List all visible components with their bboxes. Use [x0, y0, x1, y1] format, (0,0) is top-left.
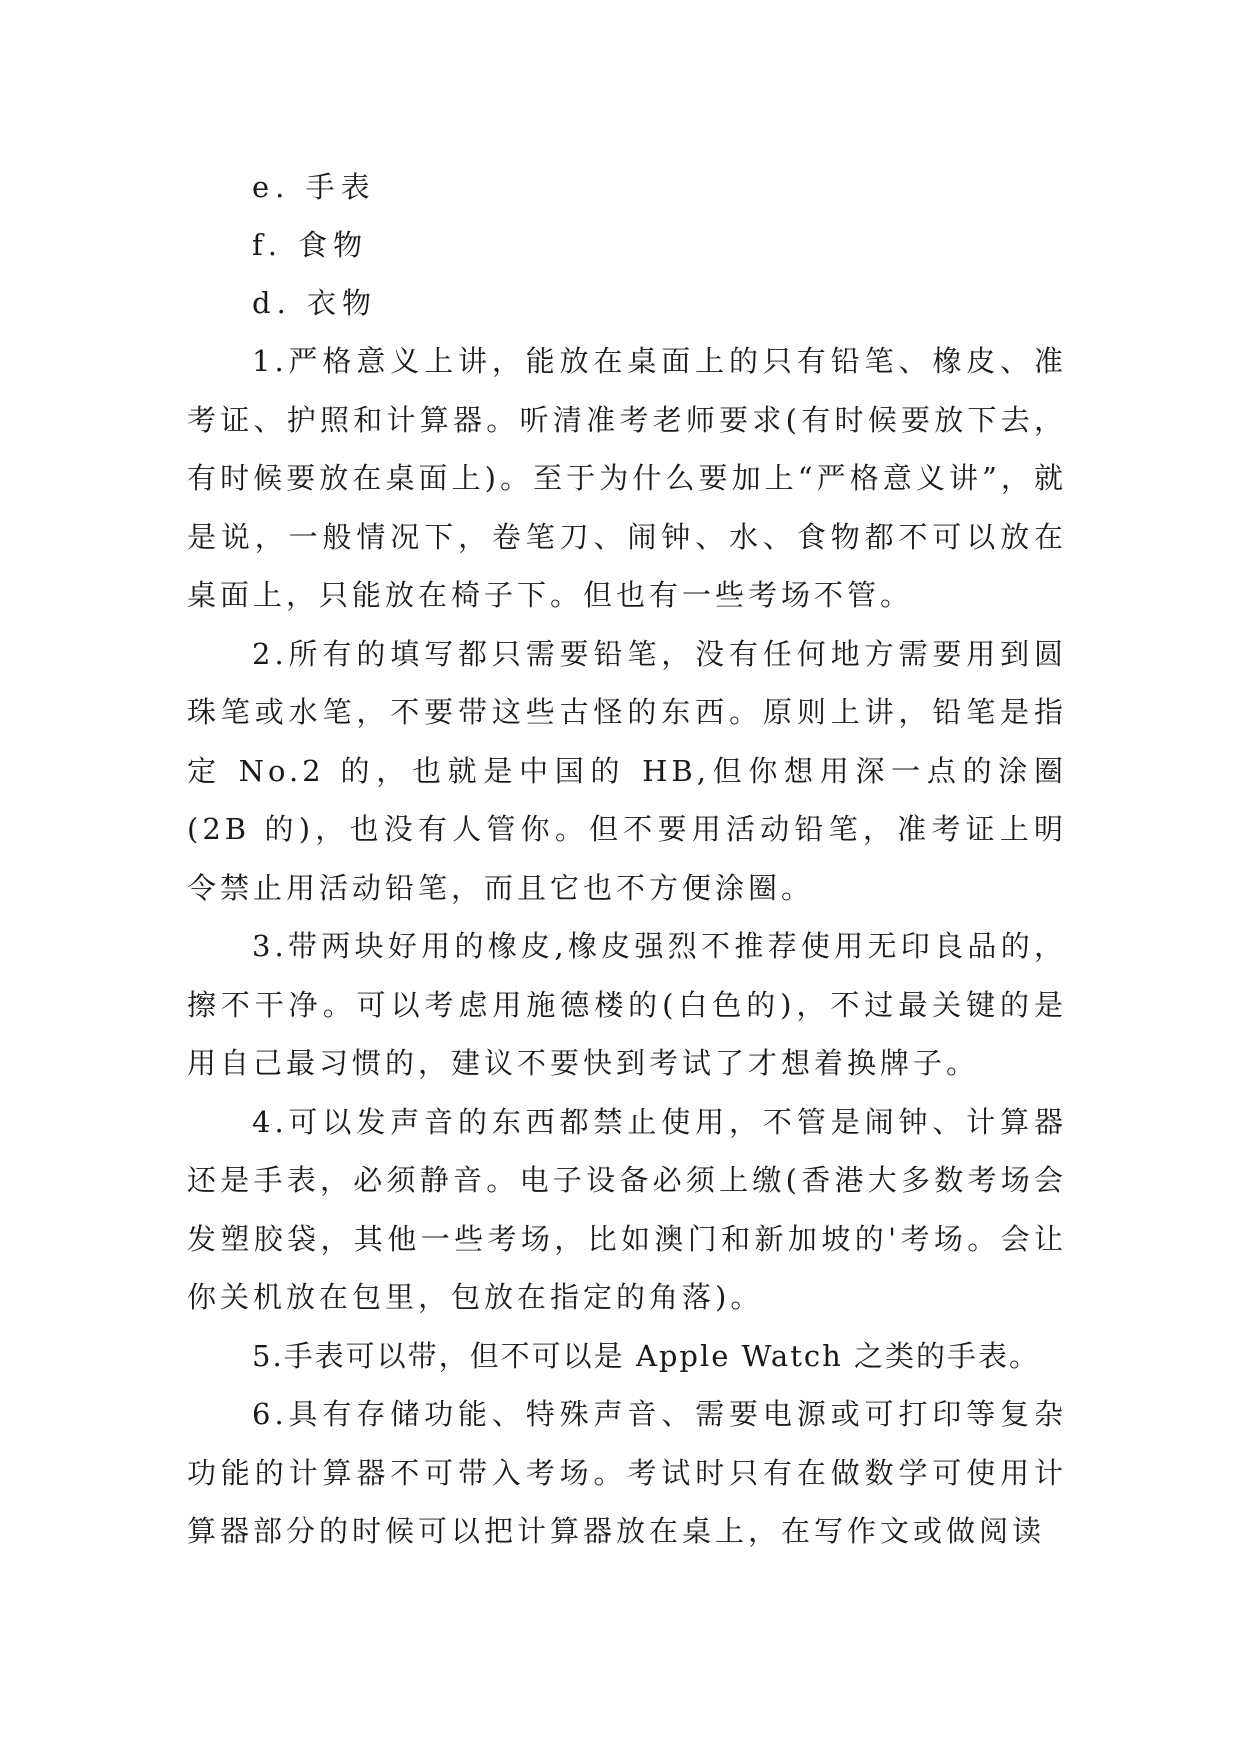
paragraph-1: 1.严格意义上讲，能放在桌面上的只有铅笔、橡皮、准考证、护照和计算器。听清准考老师要求(有时候要放下去，有时候要放在桌面上)。至于为什么要加上“严格意义讲”，就是说，一般情况下，卷笔刀、闹钟、水、食物都不可以放在桌面上，只能放在椅子下。但也有一些考场不管。 [187, 344, 1067, 612]
paragraph-6: 6.具有存储功能、特殊声音、需要电源或可打印等复杂功能的计算器不可带入考场。考试时只有在做数学可使用计算器部分的时候可以把计算器放在桌上，在写作文或做阅读 [187, 1397, 1067, 1548]
list-item-food: f. 食物 [252, 228, 369, 262]
paragraph-5: 5.手表可以带，但不可以是 Apple Watch 之类的手表。 [252, 1338, 1040, 1373]
list-item-clothing: d. 衣物 [252, 286, 378, 320]
document-body [187, 158, 1067, 1561]
list-item-watch: e. 手表 [252, 170, 376, 204]
paragraph-3: 3.带两块好用的橡皮,橡皮强烈不推荐使用无印良品的，擦不干净。可以考虑用施德楼的(白色的)，不过最关键的是用自己最习惯的，建议不要快到考试了才想着换牌子。 [187, 929, 1067, 1080]
paragraph-4: 4.可以发声音的东西都禁止使用，不管是闹钟、计算器还是手表，必须静音。电子设备必须上缴(香港大多数考场会发塑胶袋，其他一些考场，比如澳门和新加坡的'考场。会让你关机放在包里，包放在指定的角落)。 [187, 1104, 1067, 1314]
paragraph-2: 2.所有的填写都只需要铅笔，没有任何地方需要用到圆珠笔或水笔，不要带这些古怪的东西。原则上讲，铅笔是指定 No.2 的，也就是中国的 HB,但你想用深一点的涂圈(2B 的)，也没有人管你。但不要用活动铅笔，准考证上明令禁止用活动铅笔，而且它也不方便涂圈。 [187, 636, 1067, 905]
